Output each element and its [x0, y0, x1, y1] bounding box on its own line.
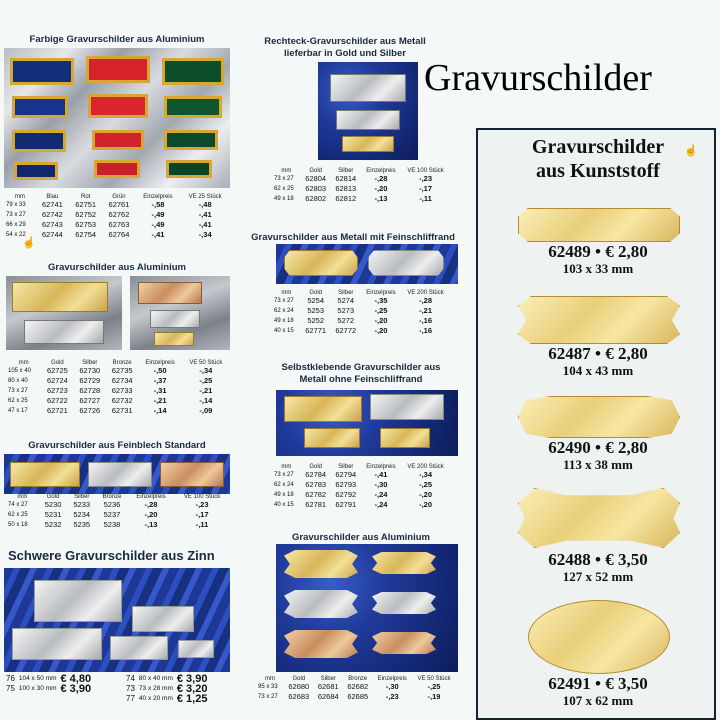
section5-title-line1: Rechteck-Gravurschilder aus Metall: [264, 36, 426, 47]
plate-code-price: 62488 • € 3,50: [548, 550, 648, 569]
table-header: mm Gold Silber Bronze Einzelpreis VE 100 Stück: [17, 494, 221, 500]
table-row: 62 x 24 5253 5273 -,25 -,21: [274, 306, 433, 315]
table-row: 95 x 33 62680 62681 62682 -,30 -,25: [258, 682, 441, 691]
table-row: 105 x 40 62725 62730 62735 -,50 -,34: [8, 366, 213, 375]
plate-code-price: 62489 • € 2,80: [548, 242, 648, 261]
plate-code-price: 62487 • € 2,80: [548, 344, 648, 363]
selbstklebende-plates-photo: [276, 390, 458, 456]
plate-green-2: [164, 96, 222, 118]
table-header: mm Gold Silber Einzelpreis VE 200 Stück: [281, 290, 444, 296]
plastic-plate-62490: [518, 396, 680, 438]
hand-cursor-icon: ☝: [22, 237, 36, 249]
plate-dimensions: 107 x 62 mm: [562, 693, 634, 708]
plate-code-price: 62490 • € 2,80: [548, 438, 648, 457]
plate-silver: [368, 250, 444, 276]
plate-gold: [284, 250, 358, 276]
table-row: 73 73 x 28 mm € 3,20: [126, 683, 208, 695]
page-title: Gravurschilder: [424, 57, 652, 99]
plastic-plate-62489: [518, 208, 680, 242]
section1-table: [4, 194, 230, 240]
plate-silver-small: [150, 310, 200, 328]
table-row: 73 x 27 62784 62794 -,41 -,34: [274, 470, 433, 479]
ribbon-gold-1: [284, 550, 358, 578]
table-row: 40 x 15 62781 62791 -,24 -,20: [274, 500, 433, 509]
table-row: 49 x 18 62802 62812 -,13 -,11: [274, 194, 432, 203]
section2-table: [6, 360, 230, 416]
section3-title: Gravurschilder aus Feinblech Standard: [28, 440, 206, 451]
table-row: 49 x 18 5252 5272 -,20 -,16: [274, 316, 433, 325]
table-row: 74 x 27 5230 5233 5236 -,28 -,23: [8, 500, 209, 509]
table-row: 40 x 15 62771 62772 -,20 -,16: [274, 326, 433, 335]
table-row: 73 x 27 62742 62752 62762 -,49 -,41: [6, 210, 212, 219]
section6-table: [272, 290, 450, 336]
plate-green-4: [166, 160, 212, 178]
ribbon-silver-2: [372, 592, 436, 614]
table-row: 62 x 25 62722 62727 62732 -,21 -,14: [8, 396, 213, 405]
table-row: 50 x 18 5232 5235 5238 -,13 -,11: [8, 520, 209, 529]
plate-dimensions: 127 x 52 mm: [562, 569, 634, 584]
section1-title: Farbige Gravurschilder aus Aluminium: [29, 34, 205, 45]
section3-table: [6, 494, 230, 530]
plate-dimensions: 104 x 43 mm: [562, 363, 634, 378]
section4-table-left: [4, 674, 93, 694]
table-row: 47 x 17 62721 62726 62731 -,14 -,09: [8, 406, 213, 415]
ribbon-gold-2: [372, 552, 436, 574]
plate-dimensions: 103 x 33 mm: [562, 261, 634, 276]
section5-title-line2: lieferbar in Gold und Silber: [284, 48, 406, 59]
section5-table: [272, 168, 450, 204]
table-row: 73 x 27 62683 62684 62685 -,23 -,19: [258, 692, 441, 701]
plate-zinn-5: [178, 640, 214, 658]
plate-code-price: 62491 • € 3,50: [548, 674, 648, 693]
plate-gold: [10, 462, 80, 487]
plate-blue-3: [12, 130, 66, 152]
table-row: 77 40 x 20 mm € 1,25: [126, 693, 208, 705]
section4-title: Schwere Gravurschilder aus Zinn: [8, 548, 215, 563]
plate-red-1: [86, 56, 150, 83]
section4-table-right: [124, 674, 209, 704]
plate-zinn-3: [132, 606, 194, 632]
plate-green-1: [162, 58, 224, 85]
table-header: mm Gold Silber Bronze Einzelpreis VE 50 Stück: [265, 676, 451, 682]
plate-red-4: [94, 160, 140, 178]
section8-table: [256, 676, 456, 702]
plate-blue-4: [14, 162, 58, 180]
plastic-plate-62487: [518, 296, 680, 344]
plate-zinn-4: [110, 636, 168, 660]
plastic-plate-62491: [528, 600, 670, 674]
colored-plates-photo: [4, 48, 230, 188]
zinn-plates-photo: [4, 568, 230, 672]
table-row: 66 x 29 62743 62753 62763 -,49 -,41: [6, 220, 212, 229]
table-header: mm Gold Silber Einzelpreis VE 100 Stück: [281, 168, 444, 174]
table-row: 79 x 33 62741 62751 62761 -,58 -,48: [6, 200, 212, 209]
table-row: 80 x 40 62724 62729 62734 -,37 -,25: [8, 376, 213, 385]
plate-silver: [24, 320, 104, 344]
table-row: 62 x 25 62803 62813 -,20 -,17: [274, 184, 433, 193]
table-header: mm Gold Silber Einzelpreis VE 200 Stück: [281, 464, 444, 470]
plastic-plate-62488: [518, 488, 680, 548]
plate-gold-3: [380, 428, 430, 448]
plate-gold-1: [284, 396, 362, 422]
plate-green-3: [164, 130, 218, 150]
kunststoff-title-line1: Gravurschilder: [531, 136, 665, 158]
plate-gold-small: [342, 136, 394, 152]
plate-dimensions: 113 x 38 mm: [563, 457, 633, 472]
plate-silver-large: [330, 74, 406, 102]
rechteck-plates-photo: [318, 62, 418, 160]
plate-silver-1: [370, 394, 444, 420]
plate-red-2: [88, 94, 148, 118]
table-row: 54 x 22 62744 62754 62764 -,41 -,34: [6, 230, 212, 239]
plate-bronze: [138, 282, 202, 304]
table-row: 73 x 27 62804 62814 -,28 -,23: [274, 174, 433, 183]
kunststoff-panel: [476, 128, 716, 720]
aluminium-plates-photo-left: [6, 276, 122, 350]
hand-cursor-icon: ☝: [684, 145, 698, 157]
plate-blue-2: [12, 96, 68, 118]
table-row: 74 80 x 40 mm € 3,90: [126, 673, 208, 685]
feinschliff-plates-photo: [276, 244, 458, 284]
ribbon-plates-photo: [276, 544, 458, 672]
table-row: 62 x 25 5231 5234 5237 -,20 -,17: [8, 510, 209, 519]
plate-gold-2: [304, 428, 360, 448]
table-row: 75 100 x 30 mm € 3,90: [6, 683, 92, 695]
plate-silver-medium: [336, 110, 400, 130]
table-row: 62 x 24 62783 62793 -,30 -,25: [274, 480, 433, 489]
section7-title-line1: Selbstklebende Gravurschilder aus: [281, 362, 441, 373]
table-row: 76 104 x 50 mm € 4,80: [6, 673, 92, 685]
table-row: 73 x 27 62723 62728 62733 -,31 -,21: [8, 386, 213, 395]
plate-silver: [88, 462, 152, 487]
plate-red-3: [92, 130, 144, 150]
aluminium-plates-photo-right: [130, 276, 230, 350]
section2-title: Gravurschilder aus Aluminium: [48, 262, 186, 273]
plate-bronze: [160, 462, 224, 487]
ribbon-bronze-2: [372, 632, 436, 654]
ribbon-bronze-1: [284, 630, 358, 658]
plate-gold-small: [154, 332, 194, 346]
plate-zinn-2: [12, 628, 102, 660]
table-header: mm Blau Rot Grün Einzelpreis VE 25 Stück: [14, 194, 222, 200]
plate-gold: [12, 282, 108, 312]
table-header: mm Gold Silber Bronze Einzelpreis VE 50 Stück: [18, 360, 223, 366]
feinblech-plates-photo: [4, 454, 230, 494]
section6-title: Gravurschilder aus Metall mit Feinschliffrand: [251, 232, 455, 243]
plate-zinn-1: [34, 580, 122, 622]
section7-title-line2: Metall ohne Feinschliffrand: [299, 374, 423, 385]
kunststoff-title-line2: aus Kunststoff: [536, 160, 660, 182]
plate-blue-1: [10, 58, 74, 85]
section7-table: [272, 464, 450, 510]
table-row: 49 x 18 62782 62792 -,24 -,20: [274, 490, 433, 499]
table-row: 73 x 27 5254 5274 -,35 -,28: [274, 296, 433, 305]
section8-title: Gravurschilder aus Aluminium: [292, 532, 430, 543]
ribbon-silver-1: [284, 590, 358, 618]
